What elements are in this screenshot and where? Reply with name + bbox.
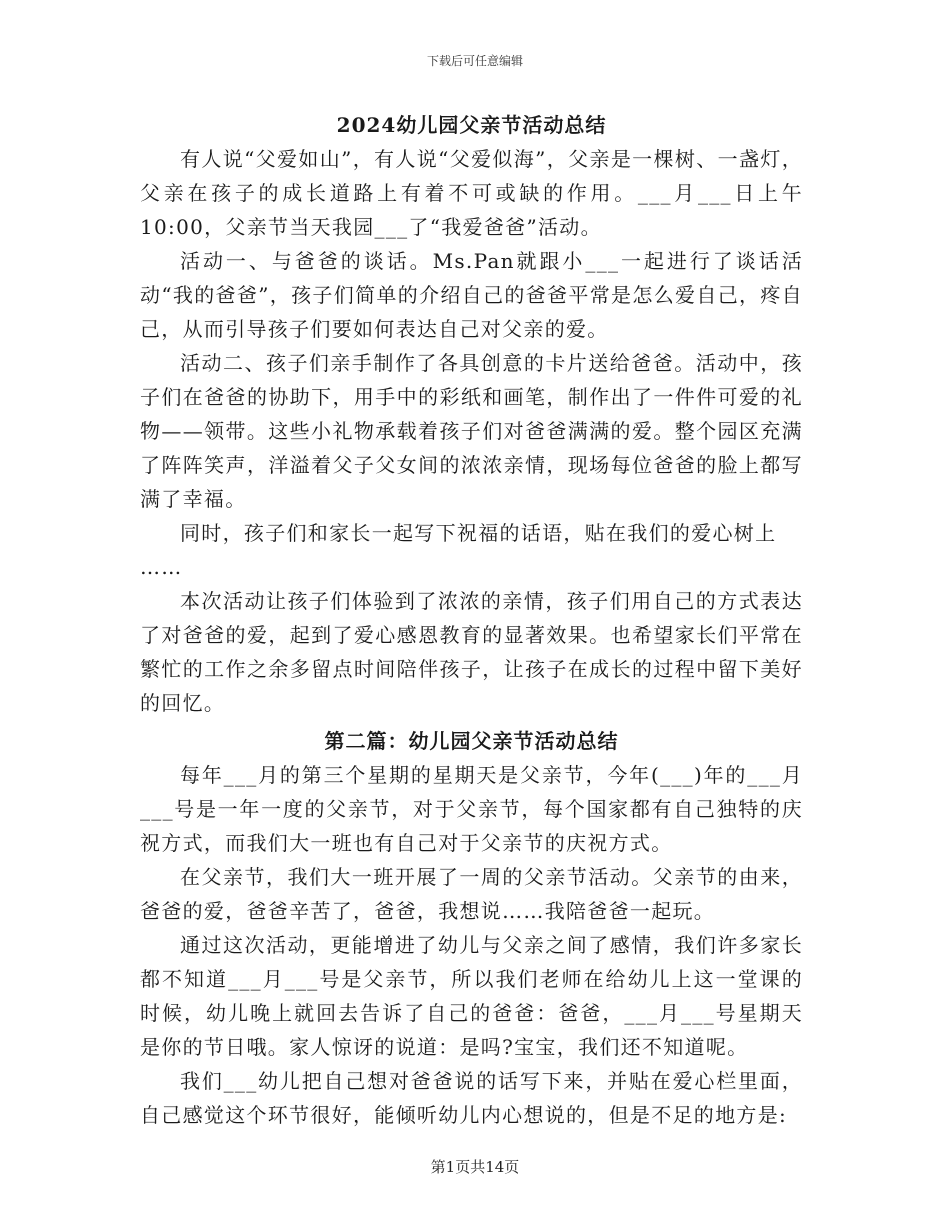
page-number: 第1页共14页	[430, 1158, 520, 1176]
article-1-ellipsis: ……	[140, 555, 183, 579]
article-2-title: 第二篇：幼儿园父亲节活动总结	[324, 729, 619, 753]
article-1-paragraph-5: 本次活动让孩子们体验到了浓浓的亲情，孩子们用自己的方式表达了对爸爸的爱，起到了爱心感恩教育的显著效果。也希望家长们平常在繁忙的工作之余多留点时间陪伴孩子，让孩子在成长的过程中留下美好的回忆。	[140, 589, 803, 715]
article-2-paragraph-1: 每年___月的第三个星期的星期天是父亲节，今年(___)年的___月___号是一年一度的父亲节，对于父亲节，每个国家都有自己独特的庆祝方式，而我们大一班也有自己对于父亲节的庆祝方式。	[140, 763, 803, 855]
article-1-title: 2024幼儿园父亲节活动总结	[336, 113, 607, 137]
article-2-paragraph-2: 在父亲节，我们大一班开展了一周的父亲节活动。父亲节的由来，爸爸的爱，爸爸辛苦了，爸爸，我想说……我陪爸爸一起玩。	[140, 865, 803, 923]
page-header-note: 下载后可任意编辑	[426, 54, 523, 68]
article-1-paragraph-3: 活动二、孩子们亲手制作了各具创意的卡片送给爸爸。活动中，孩子们在爸爸的协助下，用手中的彩纸和画笔，制作出了一件件可爱的礼物——领带。这些小礼物承载着孩子们对爸爸满满的爱。整个园区充满了阵阵笑声，洋溢着父子父女间的浓浓亲情，现场每位爸爸的脸上都写满了幸福。	[140, 351, 803, 511]
article-1-paragraph-4: 同时，孩子们和家长一起写下祝福的话语，贴在我们的爱心树上	[180, 521, 777, 545]
article-2-paragraph-4: 我们___幼儿把自己想对爸爸说的话写下来，并贴在爱心栏里面，自己感觉这个环节很好，能倾听幼儿内心想说的，但是不足的地方是:	[140, 1069, 803, 1127]
article-1-paragraph-1: 有人说“父爱如山”，有人说“父爱似海”，父亲是一棵树、一盏灯，父亲在孩子的成长道路上有着不可或缺的作用。___月___日上午10:00，父亲节当天我园___了“我爱爸爸”活动。	[140, 147, 803, 239]
article-2-paragraph-3: 通过这次活动，更能增进了幼儿与父亲之间了感情，我们许多家长都不知道___月___号是父亲节，所以我们老师在给幼儿上这一堂课的时候，幼儿晚上就回去告诉了自己的爸爸：爸爸，___月___号星期天是你的节日哦。家人惊讶的说道：是吗?宝宝，我们还不知道呢。	[140, 933, 803, 1059]
document-body	[140, 104, 803, 1132]
article-1-paragraph-2: 活动一、与爸爸的谈话。Ms.Pan就跟小___一起进行了谈话活动“我的爸爸”，孩子们简单的介绍自己的爸爸平常是怎么爱自己，疼自己，从而引导孩子们要如何表达自己对父亲的爱。	[140, 249, 803, 341]
